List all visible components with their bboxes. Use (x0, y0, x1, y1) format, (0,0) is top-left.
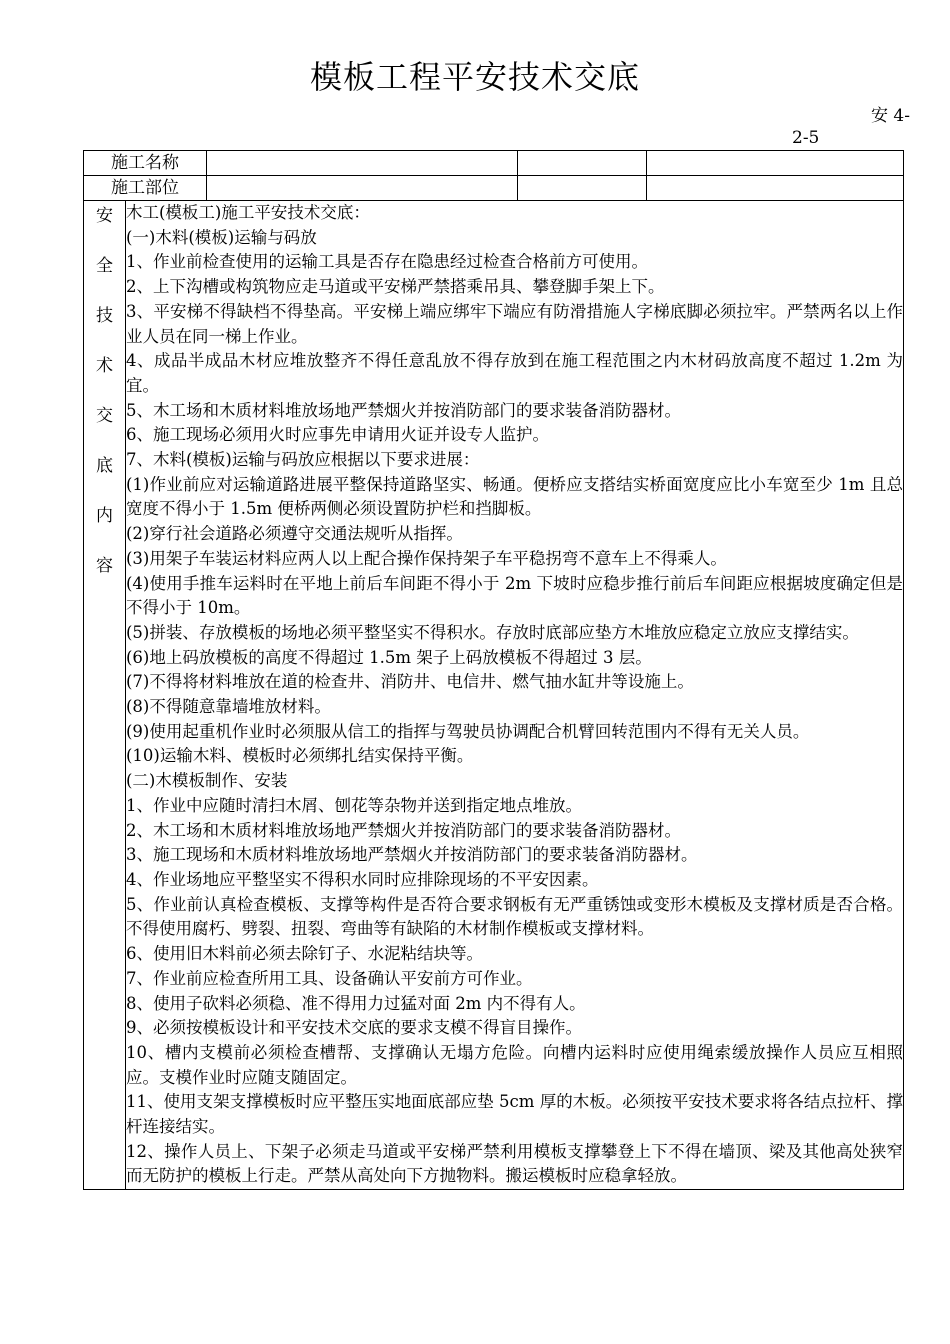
document-number-suffix: 2-5 (792, 128, 820, 148)
document-number-prefix: 安 4- (871, 106, 910, 126)
content-paragraph: 9、必须按模板设计和平安技术交底的要求支模不得盲目操作。 (126, 1018, 582, 1038)
side-label-char: 内 (96, 506, 113, 526)
side-label (84, 201, 126, 1190)
side-label-char: 容 (96, 556, 113, 576)
document-title: 模板工程平安技术交底 (309, 58, 640, 96)
content-paragraph: (7)不得将材料堆放在道的检查井、消防井、电信井、燃气抽水缸井等设施上。 (126, 672, 694, 692)
header-row-project-name (84, 151, 904, 176)
content-paragraph: 6、使用旧木料前必须去除钉子、水泥粘结块等。 (126, 944, 483, 964)
disclosure-form-table (83, 150, 904, 1190)
side-label-char: 安 (96, 206, 113, 226)
content-paragraph: (8)不得随意靠墙堆放材料。 (126, 697, 331, 717)
content-paragraph: (6)地上码放模板的高度不得超过 1.5m 架子上码放模板不得超过 3 层。 (126, 647, 652, 667)
content-paragraph: 5、作业前认真检查模板、支撑等构件是否符合要求钢板有无严重锈蚀或变形木模板及支撑材质是否合格。不得使用腐朽、劈裂、扭裂、弯曲等有缺陷的木材制作模板或支撑材料。 (126, 894, 903, 939)
side-label-char: 底 (96, 456, 113, 476)
content-paragraph: 2、木工场和木质材料堆放场地严禁烟火并按消防部门的要求装备消防器材。 (126, 820, 681, 840)
content-paragraph: 7、木料(模板)运输与码放应根据以下要求进展： (126, 450, 480, 470)
content-paragraph: 1、作业中应随时清扫木屑、刨花等杂物并送到指定地点堆放。 (126, 795, 582, 815)
project-name-value-cell[interactable] (207, 151, 518, 176)
header-row-construction-part (84, 176, 904, 201)
project-name-label: 施工名称 (84, 151, 207, 176)
content-row (84, 201, 904, 1190)
construction-part-value-cell[interactable] (207, 176, 518, 201)
content-paragraph: (1)作业前应对运输道路进展平整保持道路坚实、畅通。便桥应支搭结实桥面宽度应比小车宽至少 1m 且总宽度不得小于 1.5m 便桥两侧必须设置防护栏和挡脚板。 (126, 474, 903, 519)
content-paragraph: 3、平安梯不得缺档不得垫高。平安梯上端应绑牢下端应有防滑措施人字梯底脚必须拉牢。严禁两名以上作业人员在同一梯上作业。 (126, 301, 903, 346)
project-name-extra-value-cell[interactable] (647, 151, 904, 176)
content-paragraph: 2、上下沟槽或构筑物应走马道或平安梯严禁搭乘吊具、攀登脚手架上下。 (126, 277, 665, 297)
content-paragraph: (一)木料(模板)运输与码放 (126, 227, 317, 247)
content-paragraph: (3)用架子车装运材料应两人以上配合操作保持架子车平稳拐弯不意车上不得乘人。 (126, 548, 727, 568)
content-paragraph: (9)使用起重机作业时必须服从信工的指挥与驾驶员协调配合机臂回转范围内不得有无关人员。 (126, 721, 810, 741)
content-paragraph: 6、施工现场必须用火时应事先申请用火证并设专人监护。 (126, 425, 549, 445)
content-paragraph: 3、施工现场和木质材料堆放场地严禁烟火并按消防部门的要求装备消防器材。 (126, 845, 698, 865)
content-paragraph: 4、作业场地应平整坚实不得积水同时应排除现场的不平安因素。 (126, 869, 599, 889)
construction-part-label: 施工部位 (84, 176, 207, 201)
project-name-extra-label-cell (518, 151, 647, 176)
construction-part-extra-value-cell[interactable] (647, 176, 904, 201)
content-paragraph: (4)使用手推车运料时在平地上前后车间距不得小于 2m 下坡时应稳步推行前后车间距应根据坡度确定但是不得小于 10m。 (126, 573, 903, 618)
content-paragraph: 7、作业前应检查所用工具、设备确认平安前方可作业。 (126, 968, 533, 988)
content-paragraph: (2)穿行社会道路必须遵守交通法规听从指挥。 (126, 524, 463, 544)
side-label-char: 术 (96, 356, 113, 376)
content-paragraph: 12、操作人员上、下架子必须走马道或平安梯严禁利用模板支撑攀登上下不得在墙顶、梁及其他高处狭窄而无防护的模板上行走。严禁从高处向下方抛物料。搬运模板时应稳拿轻放。 (126, 1141, 903, 1186)
content-paragraph: 5、木工场和木质材料堆放场地严禁烟火并按消防部门的要求装备消防器材。 (126, 400, 681, 420)
content-paragraph: (二)木模板制作、安装 (126, 771, 288, 791)
content-paragraph: 1、作业前检查使用的运输工具是否存在隐患经过检查合格前方可使用。 (126, 252, 648, 272)
disclosure-content (126, 201, 904, 1190)
content-paragraph: 4、成品半成品木材应堆放整齐不得任意乱放不得存放到在施工程范围之内木材码放高度不超过 1.2m 为宜。 (126, 351, 903, 395)
content-paragraph: 8、使用子砍料必须稳、准不得用力过猛对面 2m 内不得有人。 (126, 993, 586, 1013)
content-paragraph: 10、槽内支模前必须检查槽帮、支撑确认无塌方危险。向槽内运料时应使用绳索缓放操作人员应互相照应。支模作业时应随支随固定。 (126, 1042, 903, 1087)
side-label-char: 全 (96, 256, 113, 276)
content-paragraph: (5)拼装、存放模板的场地必须平整坚实不得积水。存放时底部应垫方木堆放应稳定立放应支撑结实。 (126, 622, 859, 642)
content-paragraph: 木工(模板工)施工平安技术交底： (126, 203, 370, 222)
side-label-char: 技 (96, 306, 113, 326)
construction-part-extra-label-cell (518, 176, 647, 201)
content-paragraph: 11、使用支架支撑模板时应平整压实地面底部应垫 5cm 厚的木板。必须按平安技术要求将各结点拉杆、撑杆连接结实。 (126, 1092, 903, 1137)
content-paragraph: (10)运输木料、模板时必须绑扎结实保持平衡。 (126, 746, 474, 766)
side-label-char: 交 (96, 406, 113, 426)
